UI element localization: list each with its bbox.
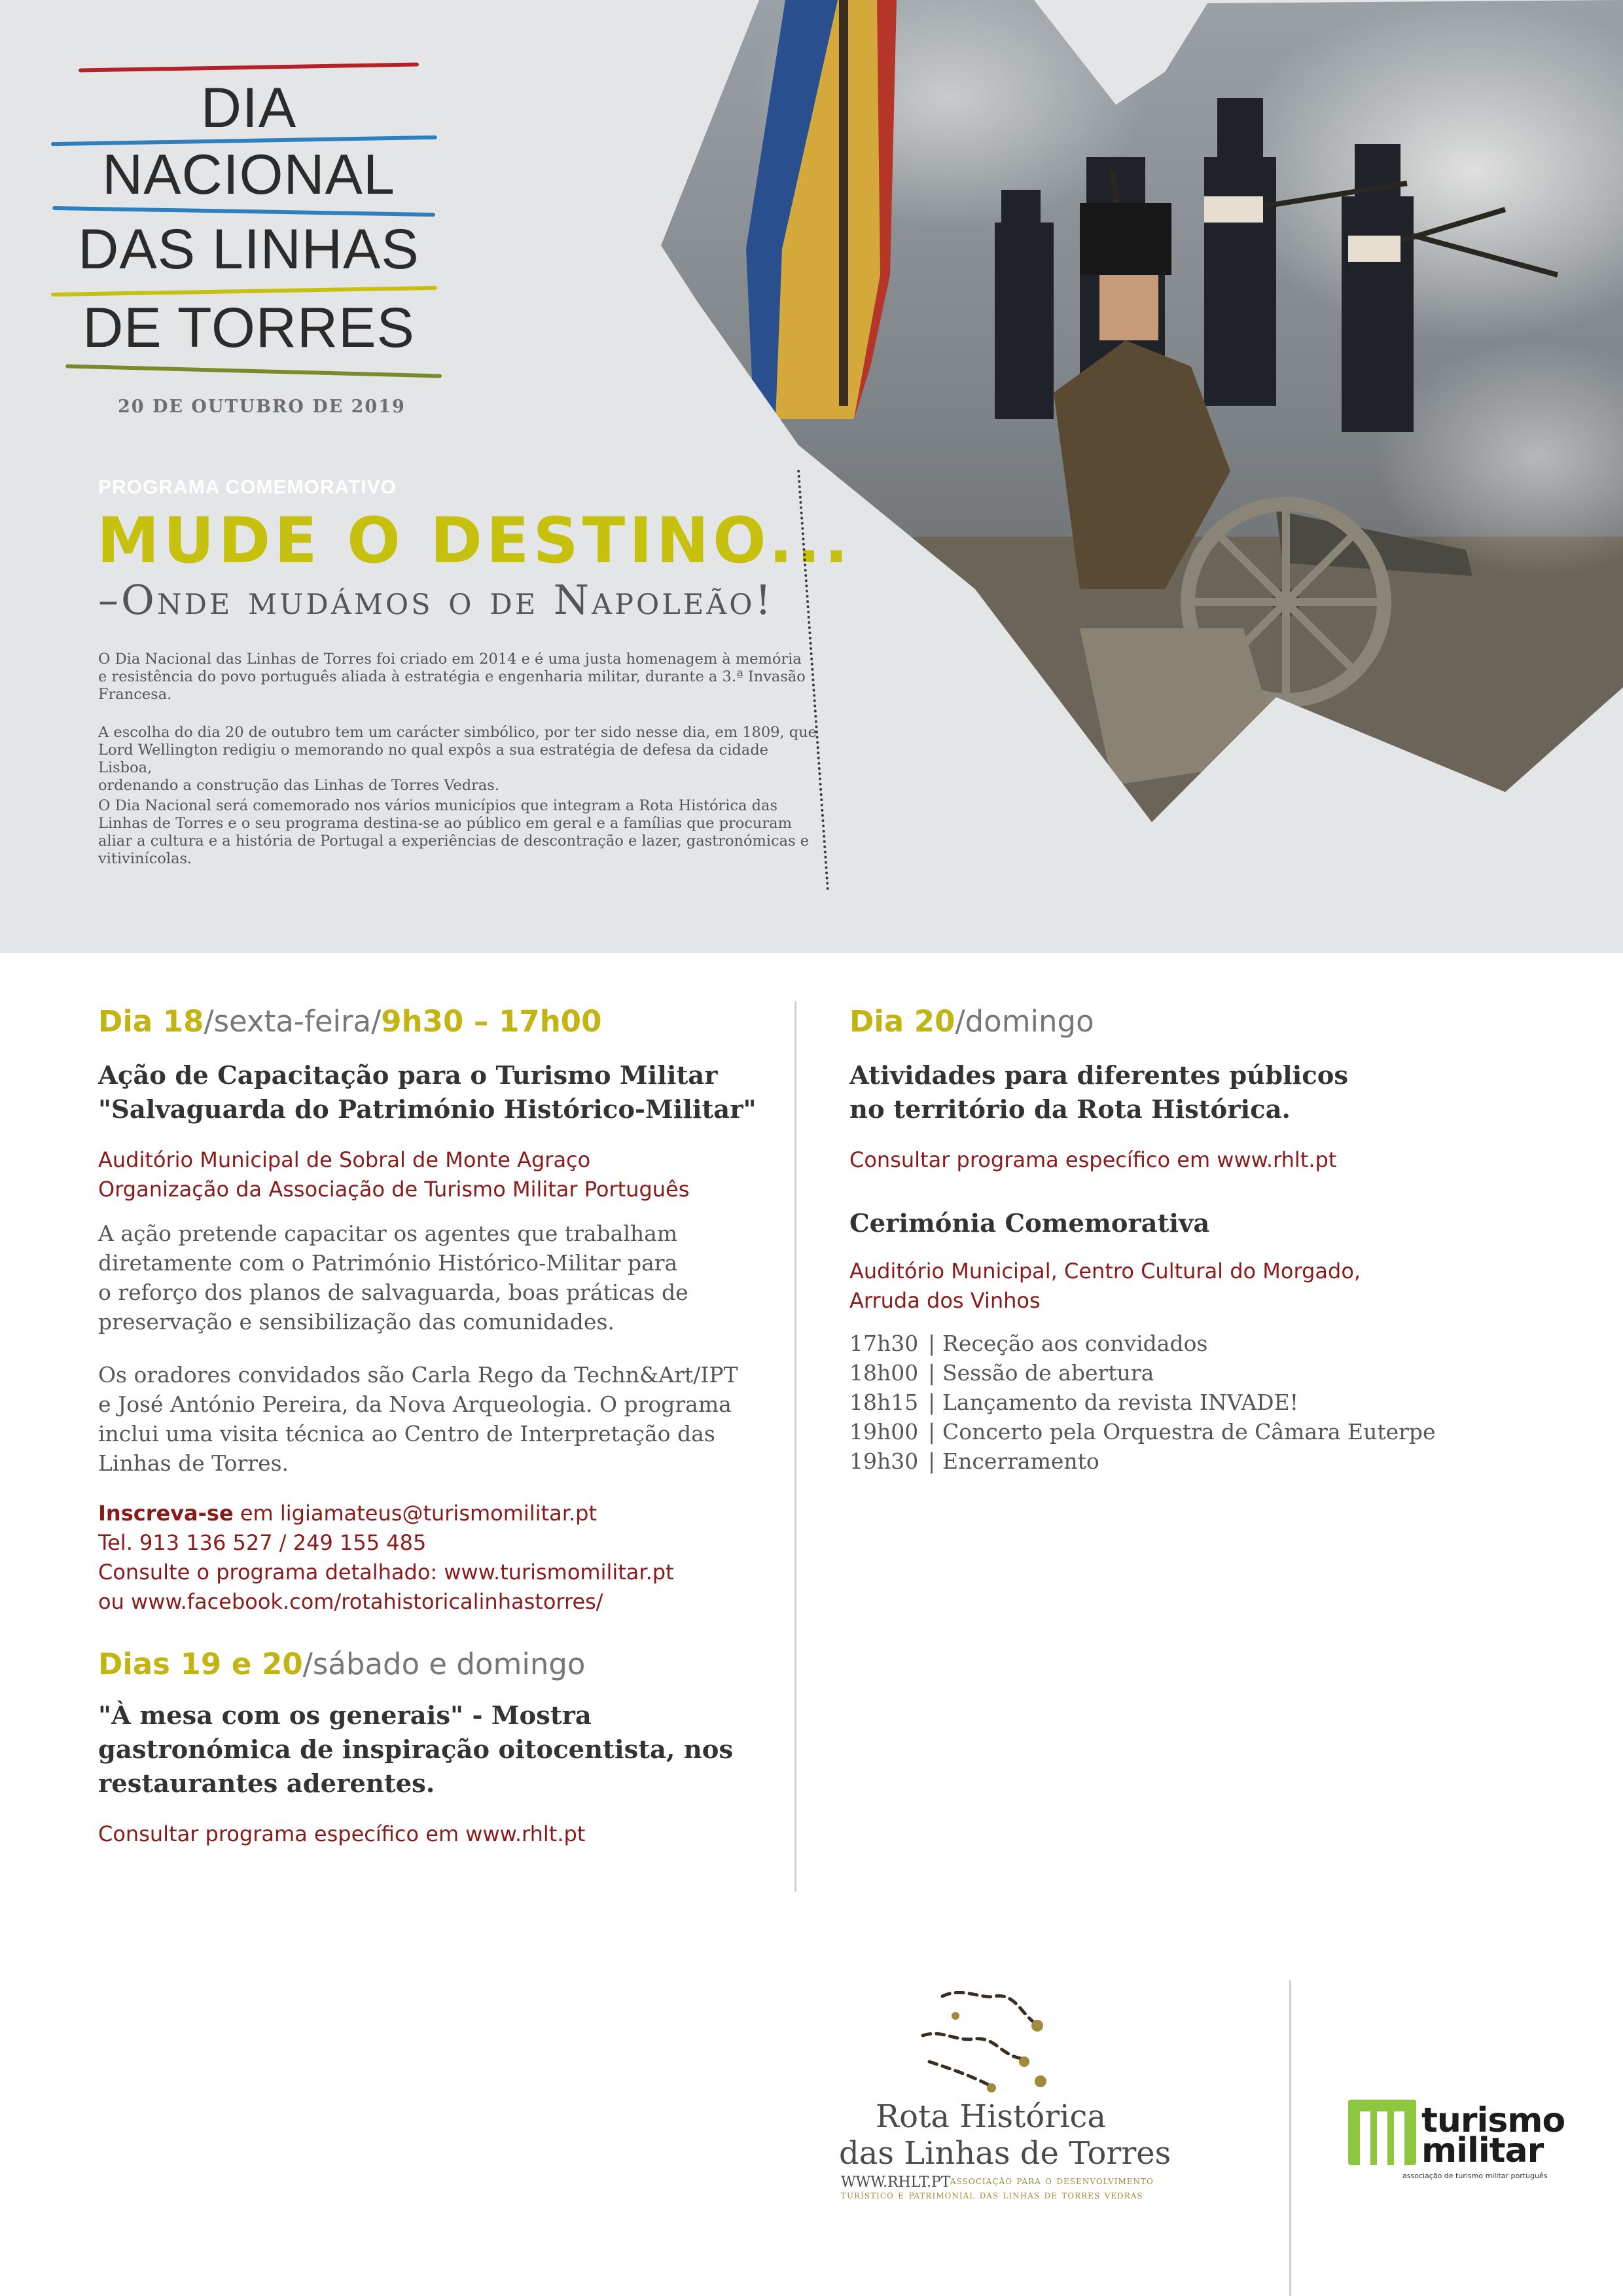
day1920-title: "À mesa com os generais" - Mostra gastronómica de inspiração oitocentista, nos restaurantes aderentes. — [98, 1701, 734, 1799]
day18-weekday: /sexta-feira/ — [204, 1004, 382, 1039]
day18-heading — [98, 1004, 601, 1039]
schedule-row: 19h30 | Encerramento — [849, 1448, 1099, 1474]
day20-heading — [849, 1004, 1094, 1039]
intro-paragraph-2: A escolha do dia 20 de outubro tem um carácter simbólico, por ter sido nesse dia, em 1809, que Lord Wellington redigiu o memorando no qual expôs a sua estratégia de defesa da cidade Lisboa, ordenando a construção das Linhas de Torres Vedras. — [98, 724, 817, 794]
day20-day: Dia 20 — [849, 1004, 955, 1039]
headline: MUDE O DESTINO... — [97, 504, 853, 577]
day1920-link[interactable]: Consultar programa específico em www.rhlt.pt — [98, 1821, 586, 1846]
schedule-row: 19h00 | Concerto pela Orquestra de Câmara Euterpe — [849, 1419, 1436, 1444]
rhlt-assoc-line-2: turístico e patrimonial das linhas de torres vedras — [841, 2189, 1143, 2202]
subheadline: –Onde mudámos o de Napoleão! — [98, 576, 774, 624]
schedule-row: 18h00 | Sessão de abertura — [849, 1360, 1154, 1386]
day20-title: Atividades para diferentes públicos no território da Rota Histórica. — [849, 1061, 1349, 1124]
tm-word-1: turismo — [1421, 2101, 1565, 2140]
day1920-weekday: /sábado e domingo — [302, 1647, 586, 1681]
day18-hours: 9h30 – 17h00 — [381, 1004, 602, 1039]
ceremony-title: Cerimónia Comemorativa — [849, 1209, 1210, 1238]
tm-word-2: militar — [1421, 2131, 1544, 2170]
title-line-2: NACIONAL — [102, 143, 395, 206]
day1920-day: Dias 19 e 20 — [98, 1647, 303, 1681]
program-link-line[interactable]: Consulte o programa detalhado: www.turismomilitar.pt — [98, 1560, 674, 1585]
day18-description-1: A ação pretende capacitar os agentes que trabalham diretamente com o Património Histórico-Militar para o reforço dos planos de salvaguarda, boas práticas de preservação e sensibilização das comunidades. — [98, 1221, 688, 1335]
rhlt-map-logo — [825, 1977, 1099, 2108]
day18-venue: Auditório Municipal de Sobral de Monte Agraço Organização da Associação de Turismo Militar Português — [98, 1147, 690, 1202]
footer-divider — [1289, 1981, 1291, 2296]
title-line-4: DE TORRES — [82, 296, 415, 359]
rhlt-name-line-1: Rota Histórica — [876, 2098, 1107, 2135]
tm-tagline: associação de turismo militar português — [1402, 2172, 1548, 2180]
facebook-link-line[interactable]: ou www.facebook.com/rotahistoricalinhastorres/ — [98, 1589, 603, 1614]
rhlt-name-line-2: das Linhas de Torres — [839, 2135, 1171, 2172]
schedule-row: 18h15 | Lançamento da revista INVADE! — [849, 1390, 1298, 1415]
day18-contacts — [98, 1499, 674, 1617]
day18-day: Dia 18 — [98, 1004, 204, 1039]
program-label: PROGRAMA COMEMORATIVO — [98, 476, 397, 498]
title-line-3: DAS LINHAS — [78, 218, 419, 281]
day20-link[interactable]: Consultar programa específico em www.rhlt.pt — [849, 1147, 1337, 1172]
header-section — [0, 0, 1623, 953]
title-line-1: DIA — [200, 77, 297, 139]
rhlt-url[interactable]: WWW.RHLT.PT — [841, 2174, 951, 2191]
ceremony-schedule — [849, 1329, 1436, 1476]
column-divider — [794, 1001, 796, 1892]
schedule-row: 17h30 | Receção aos convidados — [849, 1331, 1208, 1356]
ceremony-venue: Auditório Municipal, Centro Cultural do Morgado, Arruda dos Vinhos — [849, 1259, 1361, 1313]
event-date: 20 DE OUTUBRO DE 2019 — [118, 397, 406, 417]
day20-weekday: /domingo — [955, 1004, 1094, 1039]
day18-title: Ação de Capacitação para o Turismo Militar "Salvaguarda do Património Histórico-Militar" — [98, 1061, 757, 1124]
intro-paragraph-1: O Dia Nacional das Linhas de Torres foi criado em 2014 e é uma justa homenagem à memória e resistência do povo português aliada à estratégia e engenharia militar, durante a 3.ª Invasão Francesa. — [98, 651, 806, 703]
day1920-heading — [98, 1647, 585, 1681]
phone-line: Tel. 913 136 527 / 249 155 485 — [98, 1530, 427, 1555]
intro-paragraph-3: O Dia Nacional será comemorado nos vários municípios que integram a Rota Histórica das Linhas de Torres e o seu programa destina-se ao público em geral e a famílias que procuram aliar a cultura e a história de Portugal a experiências de descontração e lazer, gastronómicas e vitivinícolas. — [98, 797, 810, 867]
turismo-militar-m-icon — [1348, 2100, 1416, 2165]
day18-description-2: Os oradores convidados são Carla Rego da Techn&Art/IPT e José António Pereira, da Nova Arqueologia. O programa inclui uma visita técnica ao Centro de Interpretação das Linhas de Torres. — [98, 1362, 738, 1476]
register-line[interactable]: Inscreva-se em ligiamateus@turismomilitar.pt — [98, 1501, 597, 1526]
rhlt-assoc-line-1: associação para o desenvolvimento — [950, 2174, 1154, 2187]
